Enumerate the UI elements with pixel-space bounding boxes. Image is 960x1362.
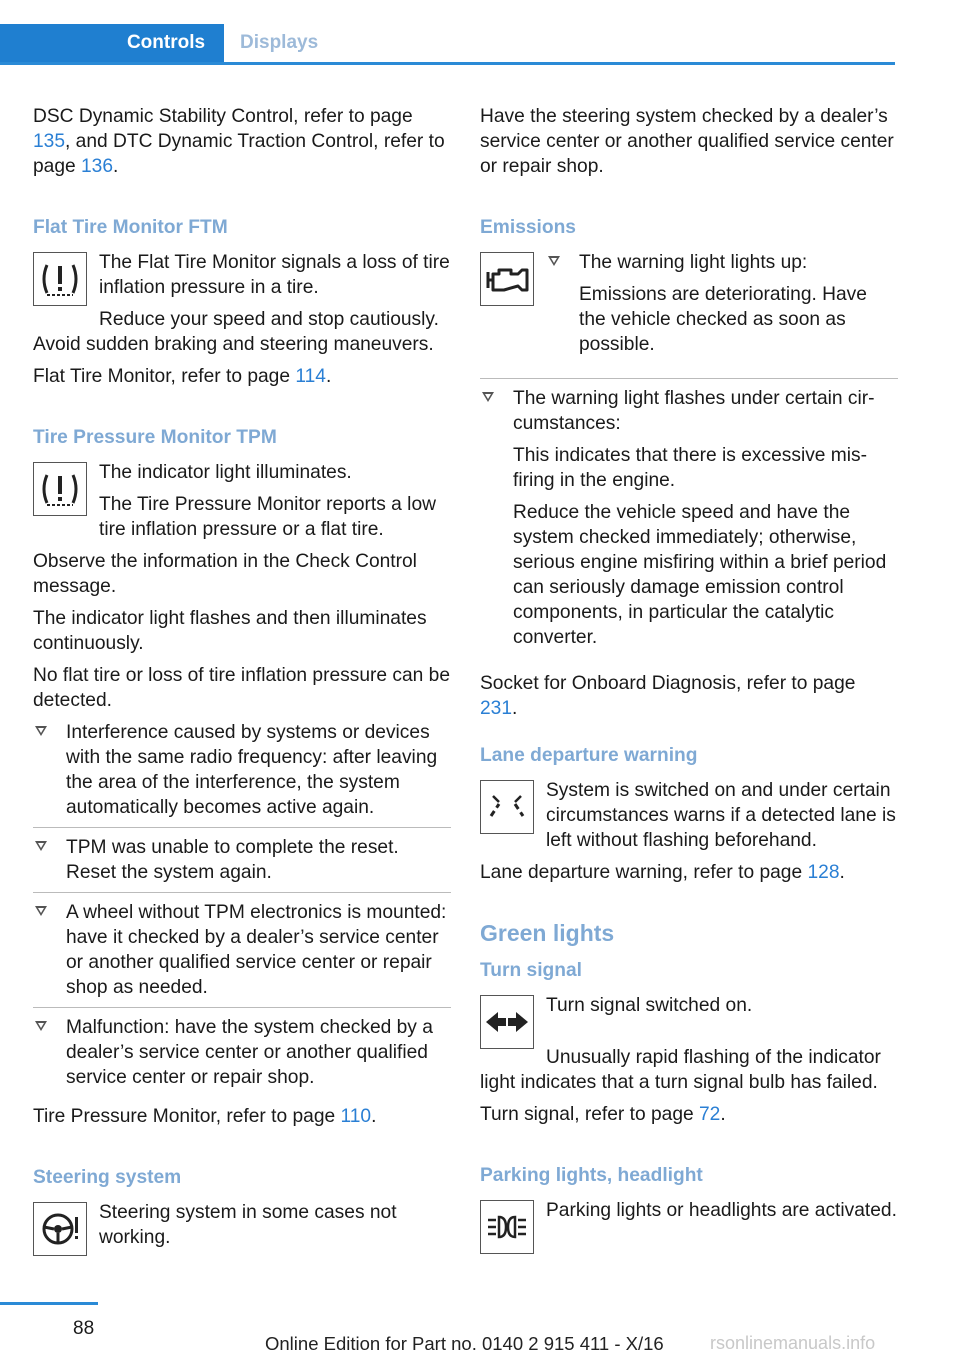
ftm-text-2: Reduce your speed and stop cautiously. Avoid sudden braking and steering maneuvers. xyxy=(33,309,439,355)
turn-signal-icon xyxy=(480,995,534,1049)
tpm-bullet-list xyxy=(33,720,451,1097)
tpm-text-2: The Tire Pressure Monitor reports a low tire inflation pressure or a flat tire. xyxy=(99,494,436,540)
tpm-text-1: The indicator light illuminates. xyxy=(99,462,352,483)
emissions-list xyxy=(546,250,898,371)
parking-lights-icon xyxy=(480,1200,534,1254)
tpm-text-5: No flat tire or loss of tire inflation pressure can be detected. xyxy=(33,665,450,711)
list-item: Malfunction: have the system checked by a dealer’s service center or another qualified service center or repair shop. xyxy=(33,1015,451,1097)
steering-text: Steering system in some cases not working. xyxy=(99,1202,397,1248)
list-item: TPM was unable to complete the reset. Reset the system again. xyxy=(33,835,451,893)
left-column xyxy=(33,104,451,1257)
tpm-reference: Tire Pressure Monitor, refer to page 110. xyxy=(33,1106,377,1127)
page-number: 88 xyxy=(73,1318,95,1339)
parking-text: Parking lights or headlights are activated. xyxy=(546,1200,897,1221)
page-link[interactable]: 114 xyxy=(295,366,326,387)
heading-turn-signal: Turn signal xyxy=(480,960,582,981)
tab-displays[interactable]: Displays xyxy=(240,32,319,53)
page-link[interactable]: 72 xyxy=(699,1104,721,1125)
ftm-text-1: The Flat Tire Monitor signals a loss of tire inflation pressure in a tire. xyxy=(99,252,450,298)
list-item: The warning light lights up: Emissions are deteriorating. Have the vehicle checked as soon as possible. xyxy=(546,250,898,371)
heading-parking-lights: Parking lights, headlight xyxy=(480,1165,703,1186)
obd-reference: Socket for Onboard Diagnosis, refer to page 231. xyxy=(480,673,856,719)
footer-rule xyxy=(0,1302,98,1305)
heading-flat-tire-monitor: Flat Tire Monitor FTM xyxy=(33,217,228,238)
tpm-text-4: The indicator light flashes and then illuminates continuously. xyxy=(33,608,427,654)
engine-icon xyxy=(480,252,534,306)
page-link[interactable]: 135 xyxy=(33,131,66,152)
turn-text-1: Turn signal switched on. xyxy=(546,995,753,1016)
page-link[interactable]: 231 xyxy=(480,698,513,719)
turn-text-2: Unusually rapid flashing of the indicator light indicates that a turn signal bulb has failed. xyxy=(480,1047,881,1093)
steering-continued: Have the steering system checked by a dealer’s service center or another qualified service center or repair shop. xyxy=(480,106,894,177)
heading-emissions: Emissions xyxy=(480,217,576,238)
list-item: A wheel without TPM electronics is mounted: have it checked by a dealer’s service center or another qualified service center or repair shop as needed. xyxy=(33,900,451,1008)
list-item: The warning light flashes under certain circumstances: This indicates that there is excessive misfiring in the engine. Reduce the vehicle speed and have the system checked immediately; otherwise, serious engine misfiring within a brief period can seriously damage emission control components, in particular the catalytic converter. xyxy=(480,378,898,664)
tire-warning-icon xyxy=(33,252,87,306)
lane-reference: Lane departure warning, refer to page 128. xyxy=(480,862,845,883)
page-link[interactable]: 110 xyxy=(340,1106,372,1127)
list-item: Interference caused by systems or devices with the same radio frequency: after leaving the area of the interference, the system automatically becomes active again. xyxy=(33,720,451,828)
heading-steering-system: Steering system xyxy=(33,1167,182,1188)
lane-text: System is switched on and under certain circumstances warns if a detected lane is left without flashing beforehand. xyxy=(546,780,896,851)
tab-bar xyxy=(0,24,895,65)
tpm-text-3: Observe the information in the Check Control message. xyxy=(33,551,417,597)
page-link[interactable]: 136 xyxy=(81,156,114,177)
edition-text: Online Edition for Part no. 0140 2 915 411 - X/16 xyxy=(265,1333,664,1354)
right-column xyxy=(480,104,898,1254)
heading-lane-departure: Lane departure warning xyxy=(480,745,698,766)
turn-reference: Turn signal, refer to page 72. xyxy=(480,1104,726,1125)
ftm-reference: Flat Tire Monitor, refer to page 114. xyxy=(33,366,332,387)
intro-paragraph: DSC Dynamic Stability Control, refer to page 135, and DTC Dynamic Traction Control, refer to page 136. xyxy=(33,106,445,177)
tire-pressure-icon xyxy=(33,462,87,516)
tab-controls[interactable]: Controls xyxy=(0,24,224,62)
lane-departure-icon xyxy=(480,780,534,834)
steering-wheel-icon xyxy=(33,1202,87,1256)
watermark: rsonlinemanuals.info xyxy=(710,1333,876,1353)
emissions-list-2 xyxy=(480,378,898,664)
heading-tire-pressure-monitor: Tire Pressure Monitor TPM xyxy=(33,427,277,448)
page-link[interactable]: 128 xyxy=(807,862,840,883)
heading-green-lights: Green lights xyxy=(480,920,615,946)
